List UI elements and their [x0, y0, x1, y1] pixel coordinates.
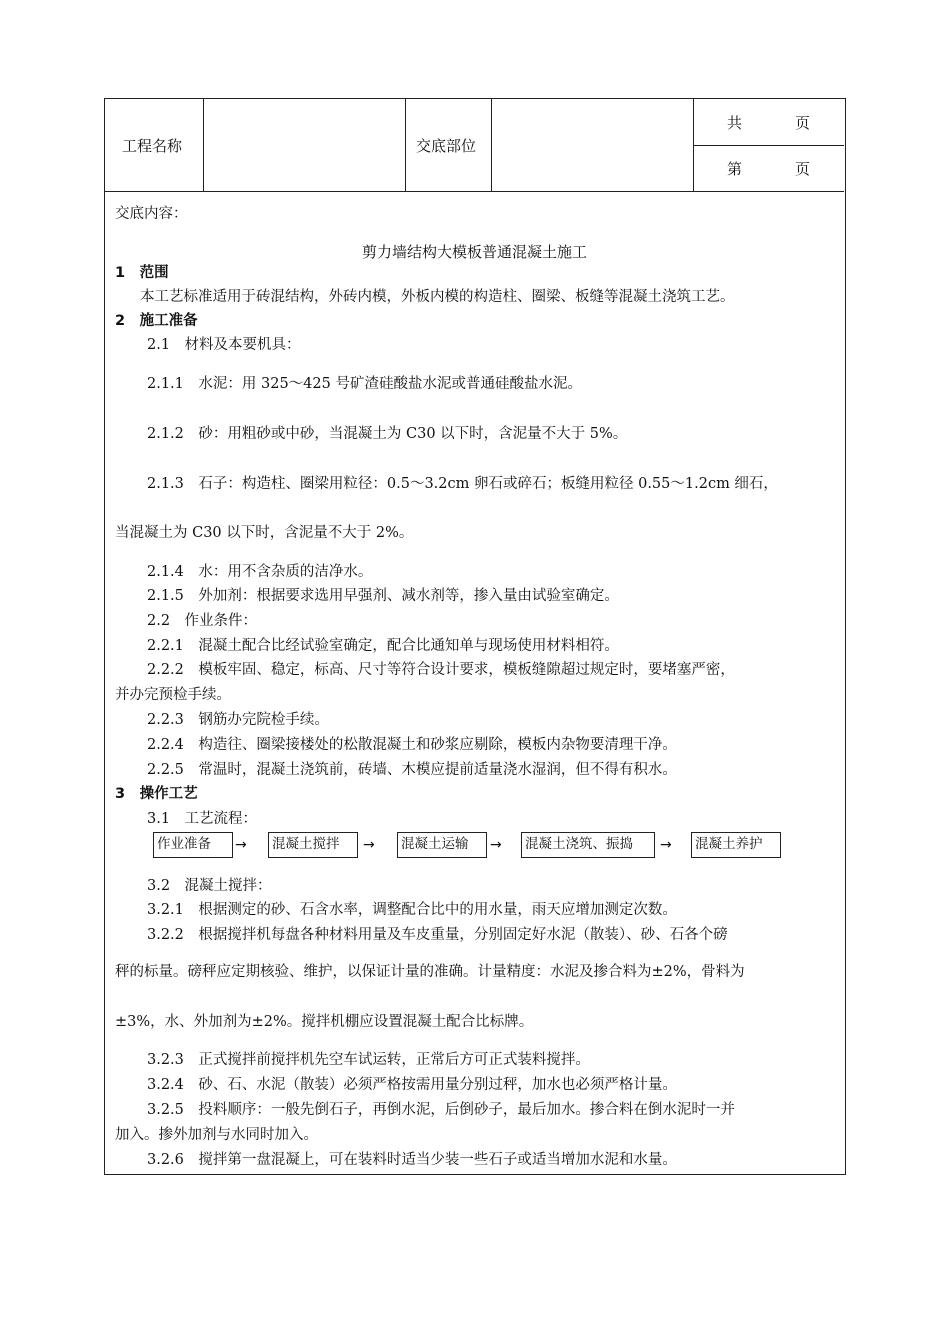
paragraph: 3.2.4 砂、石、水泥（散装）必须严格按需用量分别过秤，加水也必须严格计量。: [147, 1077, 677, 1093]
paragraph: 当混凝土为 C30 以下时，含泥量不大于 2%。: [115, 525, 414, 541]
column-divider: [405, 99, 406, 191]
column-divider: [491, 99, 492, 191]
paragraph: 3.2.5 投料顺序：一般先倒石子，再倒水泥，后倒砂子，最后加水。掺合料在倒水泥时一并: [147, 1102, 735, 1118]
paragraph: 并办完预检手续。: [115, 687, 231, 703]
paragraph: 2.1.3 石子：构造柱、圈梁用粒径：0.5～3.2cm 卵石或碎石；板缝用粒径 0.55～1.2cm 细石，: [147, 476, 778, 492]
handover-part-label: 交底部位: [416, 137, 477, 155]
paragraph: 2.2.4 构造往、圈梁接楼处的松散混凝土和砂浆应剔除，模板内杂物要清理干净。: [147, 737, 677, 753]
form-header: [105, 99, 844, 192]
flow-step: 混凝土运输: [397, 832, 487, 858]
paragraph: ±3%，水、外加剂为±2%。搅拌机棚应设置混凝土配合比标牌。: [115, 1014, 534, 1030]
paragraph: 本工艺标准适用于砖混结构，外砖内模，外板内模的构造柱、圈梁、板缝等混凝土浇筑工艺。: [140, 289, 735, 305]
section-heading: 1 范围: [115, 265, 169, 281]
subsection-heading: 2.1 材料及本要机具：: [147, 337, 301, 353]
paragraph: 3.2.2 根据搅拌机每盘各种材料用量及车皮重量，分别固定好水泥（散装）、砂、石各个磅: [147, 927, 728, 943]
row-divider: [693, 145, 844, 146]
subsection-heading: 3.2 混凝土搅拌：: [147, 878, 272, 894]
current-page-unit: 页: [795, 160, 811, 178]
flow-step: 混凝土搅拌: [268, 832, 358, 858]
paragraph: 加入。掺外加剂与水同时加入。: [115, 1127, 318, 1143]
flow-arrow-icon: →: [235, 837, 247, 853]
flow-arrow-icon: →: [660, 837, 672, 853]
paragraph: 2.2.3 钢筋办完院检手续。: [147, 712, 329, 728]
paragraph: 2.2.2 模板牢固、稳定，标高、尺寸等符合设计要求，模板缝隙超过规定时，要堵塞严密，: [147, 662, 735, 678]
paragraph: 3.2.6 搅拌第一盘混凝上，可在装料时适当少装一些石子或适当增加水泥和水量。: [147, 1152, 677, 1168]
section-heading: 2 施工准备: [115, 313, 198, 329]
flow-step: 混凝土浇筑、振捣: [521, 832, 655, 858]
current-label: 第: [727, 160, 743, 178]
handover-form: [104, 98, 846, 1175]
flow-step: 作业准备: [153, 832, 233, 858]
paragraph: 2.1.4 水：用不含杂质的洁净水。: [147, 564, 373, 580]
total-page-unit: 页: [795, 114, 811, 132]
paragraph: 3.2.1 根据测定的砂、石含水率，调整配合比中的用水量，雨天应增加测定次数。: [147, 902, 677, 918]
section-heading: 3 操作工艺: [115, 786, 198, 802]
paragraph: 2.1.5 外加剂：根据要求选用早强剂、减水剂等，掺入量由试验室确定。: [147, 588, 619, 604]
paragraph: 秤的标量。磅秤应定期核验、维护，以保证计量的准确。计量精度：水泥及掺合料为±2%，骨料为: [115, 964, 745, 980]
column-divider: [203, 99, 204, 191]
flow-step: 混凝土养护: [691, 832, 781, 858]
document-title: 剪力墙结构大模板普通混凝土施工: [361, 243, 587, 261]
flow-arrow-icon: →: [363, 837, 375, 853]
subsection-heading: 3.1 工艺流程：: [147, 811, 258, 827]
total-label: 共: [727, 114, 743, 132]
paragraph: 2.2.1 混凝土配合比经试验室确定，配合比通知单与现场使用材料相符。: [147, 638, 619, 654]
paragraph: 2.2.5 常温时，混凝土浇筑前，砖墙、木模应提前适量浇水湿润，但不得有积水。: [147, 762, 677, 778]
flow-arrow-icon: →: [490, 837, 502, 853]
subsection-heading: 2.2 作业条件：: [147, 613, 258, 629]
project-name-label: 工程名称: [122, 137, 183, 155]
paragraph: 2.1.1 水泥：用 325～425 号矿渣硅酸盐水泥或普通硅酸盐水泥。: [147, 376, 582, 392]
paragraph: 3.2.3 正式搅拌前搅拌机先空车试运转，正常后方可正式装料搅拌。: [147, 1052, 590, 1068]
paragraph: 2.1.2 砂：用粗砂或中砂，当混凝土为 C30 以下时，含泥量不大于 5%。: [147, 426, 628, 442]
intro-label: 交底内容：: [115, 206, 188, 222]
